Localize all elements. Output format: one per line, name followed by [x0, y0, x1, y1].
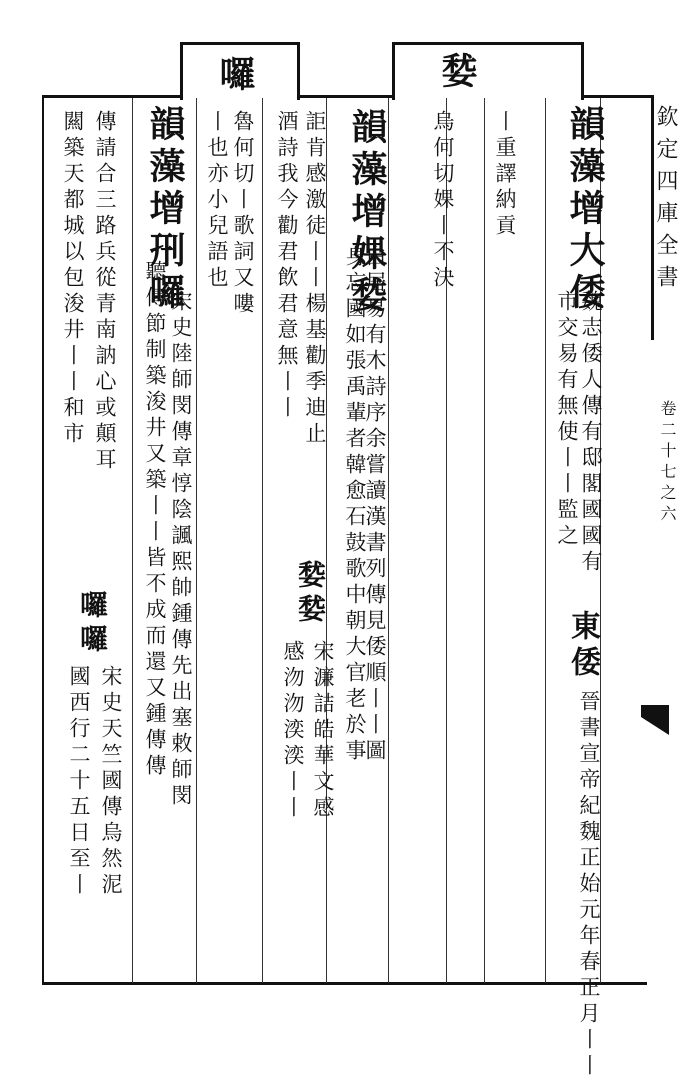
column-rule [484, 98, 485, 983]
volume-label: 卷二十七之六 [658, 400, 677, 526]
heading-word: 韻藻增𠛬囉 [144, 105, 186, 315]
text-column: 市交易有無使丨丨監之 [555, 290, 579, 550]
heading-char: 㛷 [436, 52, 478, 94]
column-rule [262, 98, 263, 983]
text-column: 宋濂詰皓華文感 [311, 640, 335, 822]
text-column: 身忘國如張禹輩者韓愈石鼓歌中朝大官老於事 [343, 245, 367, 765]
heading-word: 韻藻增婐㛷 [346, 108, 388, 318]
text-column: 酒詩我今勸君飲君意無丨丨 [275, 110, 299, 422]
text-column: 丨也亦小兒語也 [205, 110, 229, 292]
text-column: 宋史天竺國傳烏然泥 [99, 665, 123, 899]
heading-char: 囉 [214, 55, 256, 97]
text-column: 魏志倭人傳有邸閣國國有 [579, 290, 603, 576]
text-column: 白居易有木詩序余嘗讀漢書列傳見倭順丨丨圖 [363, 245, 387, 765]
text-column: 國西行二十五日至丨 [67, 665, 91, 899]
column-rule [132, 98, 133, 983]
text-column: 傳請合三路兵從青南訥心或顛耳 [93, 110, 117, 474]
column-rule [196, 98, 197, 983]
text-column: 感沕沕湙湙丨丨 [281, 640, 305, 822]
text-column: 聽傳節制築浚井又築丨丨皆不成而還又鍾傳傳 [143, 260, 167, 780]
text-column: 魯何切丨歌詞又嘍 [231, 110, 255, 318]
text-column: 詎肯感激徒丨丨楊基勸季迪止 [303, 110, 327, 448]
heading-word: 韻藻增大倭 [564, 105, 606, 315]
header-tab-right [392, 42, 584, 100]
collection-title: 欽定四庫全書 [653, 105, 678, 297]
text-column: 晉書宣帝紀魏正始元年春正月丨丨 [577, 690, 601, 1080]
text-column: 宋史陸師閔傳章惇陰諷熙帥鍾傳先出塞敕師閔 [169, 290, 193, 810]
text-column: 烏何切婐丨不決 [431, 110, 455, 292]
heading-word: 囉囉 [76, 590, 109, 658]
book-margin [647, 105, 689, 1020]
heading-word: 東倭 [565, 610, 600, 682]
column-rule [545, 98, 546, 983]
heading-word: 㛷㛷 [294, 560, 327, 628]
text-column: 闗築天都城以包浚井丨丨和市 [61, 110, 85, 448]
text-column: 丨重譯納貢 [493, 110, 517, 240]
